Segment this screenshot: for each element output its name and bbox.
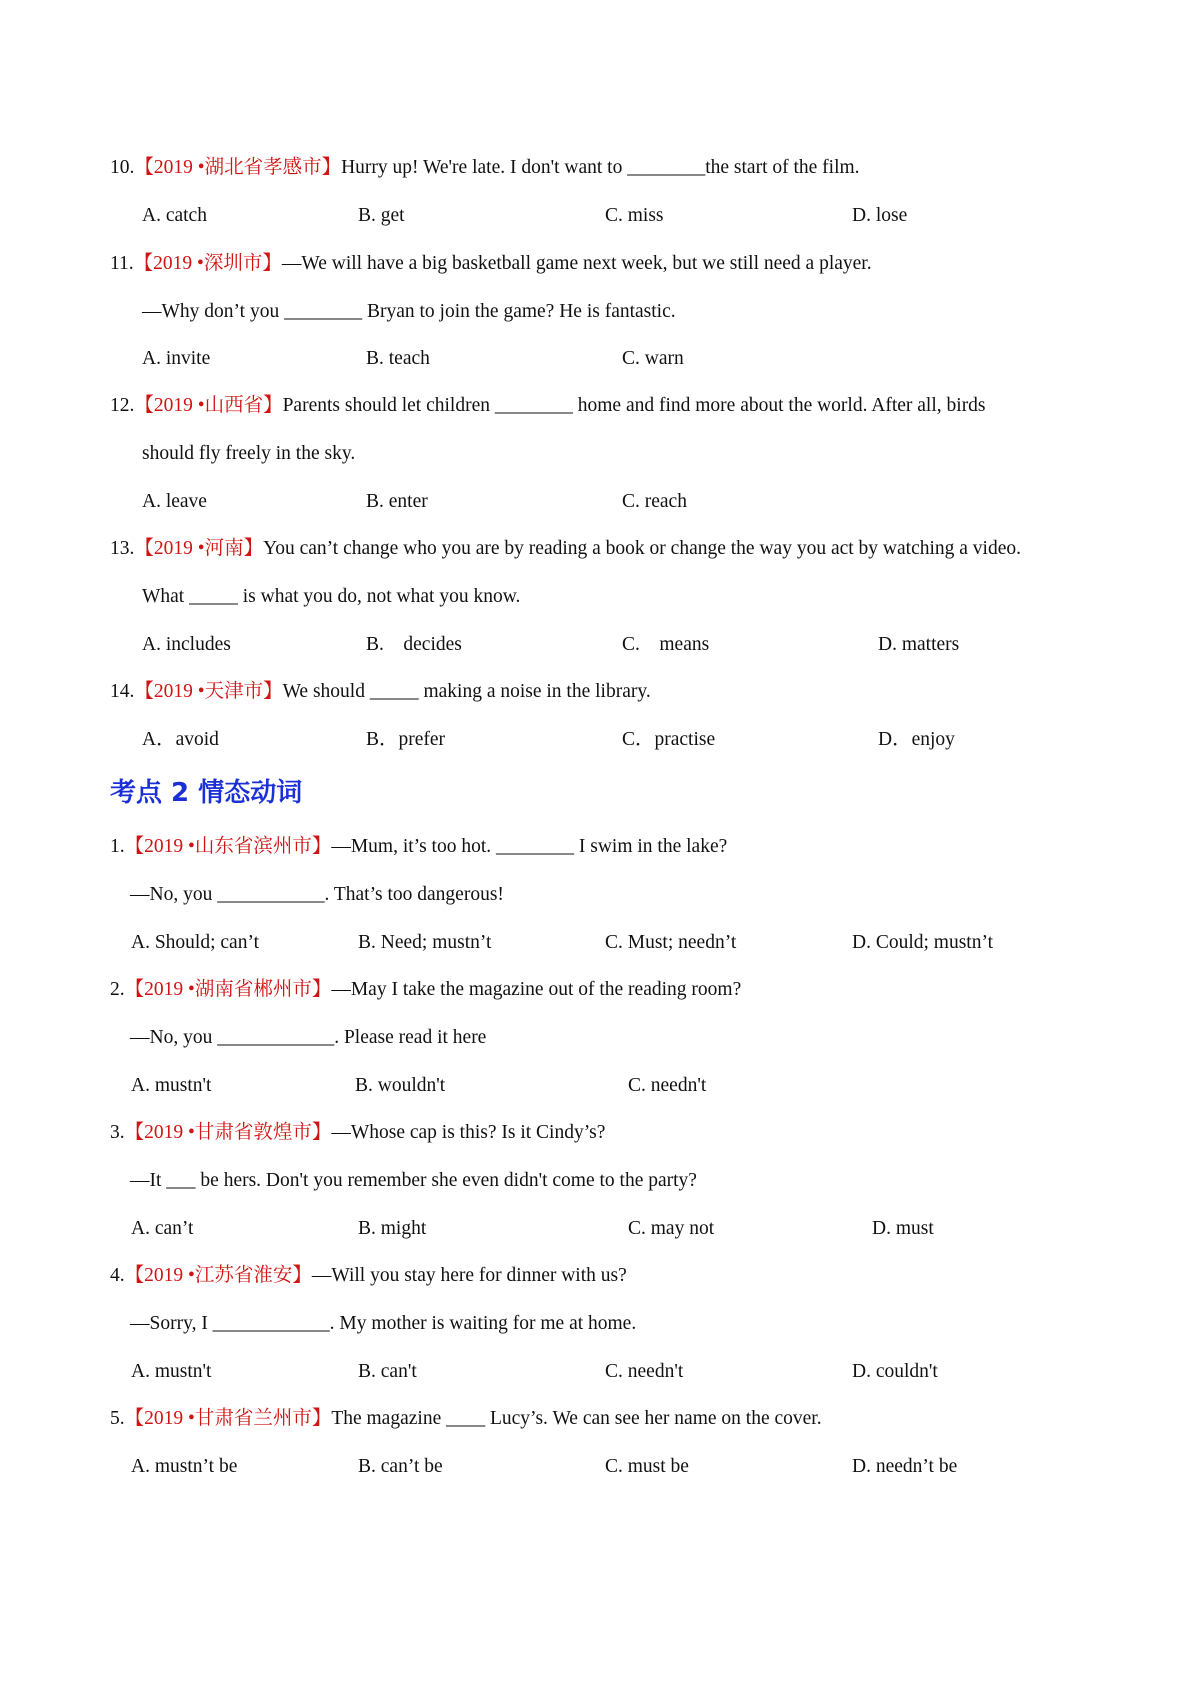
question-number: 10. bbox=[110, 157, 135, 178]
question-stem-continued: —Sorry, I ____________. My mother is waiting for me at home. bbox=[130, 1313, 637, 1334]
option-c: C. means bbox=[622, 634, 710, 655]
question-source: 【2019 •山东省滨州市】 bbox=[124, 836, 332, 857]
question-5 bbox=[110, 1406, 822, 1432]
question-stem: —May I take the magazine out of the reading room? bbox=[331, 979, 742, 1000]
option-a: A. mustn't bbox=[131, 1361, 212, 1382]
option-b: B. Need; mustn’t bbox=[358, 932, 492, 953]
question-source: 【2019 •河南】 bbox=[134, 538, 264, 559]
option-b: B. can’t be bbox=[358, 1456, 443, 1477]
question-number: 3. bbox=[110, 1122, 125, 1143]
option-a: A. includes bbox=[142, 634, 231, 655]
question-stem: You can’t change who you are by reading a book or change the way you act by watching a video. bbox=[263, 538, 1022, 559]
question-number: 14. bbox=[110, 681, 135, 702]
question-stem: —We will have a big basketball game next week, but we still need a player. bbox=[281, 253, 872, 274]
question-12 bbox=[110, 393, 986, 419]
question-stem-continued: should fly freely in the sky. bbox=[142, 443, 356, 464]
question-stem: Hurry up! We're late. I don't want to ________the start of the film. bbox=[341, 157, 860, 178]
question-source: 【2019 •甘肃省敦煌市】 bbox=[124, 1122, 332, 1143]
question-stem-continued: What _____ is what you do, not what you know. bbox=[142, 586, 521, 607]
question-number: 13. bbox=[110, 538, 135, 559]
question-11 bbox=[110, 251, 872, 277]
question-number: 11. bbox=[110, 253, 134, 274]
option-d: D. Could; mustn’t bbox=[852, 932, 994, 953]
question-source: 【2019 •江苏省淮安】 bbox=[124, 1265, 312, 1286]
option-a: A. catch bbox=[142, 205, 207, 226]
question-stem: We should _____ making a noise in the library. bbox=[282, 681, 651, 702]
question-stem-continued: —No, you ____________. Please read it here bbox=[130, 1027, 487, 1048]
question-4 bbox=[110, 1263, 627, 1289]
option-d: D. couldn't bbox=[852, 1361, 938, 1382]
option-c: C. Must; needn’t bbox=[605, 932, 737, 953]
option-b: B. get bbox=[358, 205, 405, 226]
question-source: 【2019 •甘肃省兰州市】 bbox=[124, 1408, 332, 1429]
option-b: B. wouldn't bbox=[355, 1075, 446, 1096]
option-c: C. reach bbox=[622, 491, 687, 512]
option-d: D. needn’t be bbox=[852, 1456, 958, 1477]
question-number: 1. bbox=[110, 836, 125, 857]
option-b: B. teach bbox=[366, 348, 430, 369]
option-a: A. leave bbox=[142, 491, 207, 512]
question-stem-continued: —Why don’t you ________ Bryan to join the game? He is fantastic. bbox=[142, 301, 676, 322]
section-heading: 考点 2 情态动词 bbox=[110, 778, 303, 808]
question-10 bbox=[110, 155, 860, 181]
question-3 bbox=[110, 1120, 605, 1146]
question-1 bbox=[110, 834, 727, 860]
question-source: 【2019 •山西省】 bbox=[134, 395, 283, 416]
question-14 bbox=[110, 679, 651, 705]
question-2 bbox=[110, 977, 741, 1003]
option-d: D. lose bbox=[852, 205, 908, 226]
question-source: 【2019 •湖北省孝感市】 bbox=[134, 157, 342, 178]
option-b: B. can't bbox=[358, 1361, 417, 1382]
question-stem: —Mum, it’s too hot. ________ I swim in the lake? bbox=[331, 836, 728, 857]
option-a: A. can’t bbox=[131, 1218, 194, 1239]
option-b: B. decides bbox=[366, 634, 462, 655]
option-a: A. mustn’t be bbox=[131, 1456, 238, 1477]
question-stem-continued: —It ___ be hers. Don't you remember she even didn't come to the party? bbox=[130, 1170, 697, 1191]
question-stem-continued: —No, you ___________. That’s too dangerous! bbox=[130, 884, 504, 905]
question-13 bbox=[110, 536, 1021, 562]
option-b: B．prefer bbox=[366, 729, 446, 750]
question-stem: —Will you stay here for dinner with us? bbox=[311, 1265, 627, 1286]
option-c: C. needn't bbox=[605, 1361, 684, 1382]
question-stem: —Whose cap is this? Is it Cindy’s? bbox=[331, 1122, 606, 1143]
option-c: C. may not bbox=[628, 1218, 715, 1239]
option-d: D. must bbox=[872, 1218, 934, 1239]
option-c: C. warn bbox=[622, 348, 684, 369]
question-number: 4. bbox=[110, 1265, 125, 1286]
question-stem: Parents should let children ________ home and find more about the world. After all, birds bbox=[282, 395, 986, 416]
question-source: 【2019 •湖南省郴州市】 bbox=[124, 979, 332, 1000]
option-d: D. matters bbox=[878, 634, 960, 655]
question-stem: The magazine ____ Lucy’s. We can see her name on the cover. bbox=[331, 1408, 822, 1429]
option-a: A. invite bbox=[142, 348, 211, 369]
question-number: 5. bbox=[110, 1408, 125, 1429]
option-a: A．avoid bbox=[142, 729, 219, 750]
option-b: B. enter bbox=[366, 491, 428, 512]
option-b: B. might bbox=[358, 1218, 427, 1239]
option-a: A. Should; can’t bbox=[131, 932, 260, 953]
option-a: A. mustn't bbox=[131, 1075, 212, 1096]
option-d: D．enjoy bbox=[878, 729, 955, 750]
question-number: 12. bbox=[110, 395, 135, 416]
question-source: 【2019 •深圳市】 bbox=[133, 253, 282, 274]
option-c: C. needn't bbox=[628, 1075, 707, 1096]
option-c: C．practise bbox=[622, 729, 716, 750]
question-number: 2. bbox=[110, 979, 125, 1000]
question-source: 【2019 •天津市】 bbox=[134, 681, 283, 702]
option-c: C. must be bbox=[605, 1456, 689, 1477]
option-c: C. miss bbox=[605, 205, 664, 226]
